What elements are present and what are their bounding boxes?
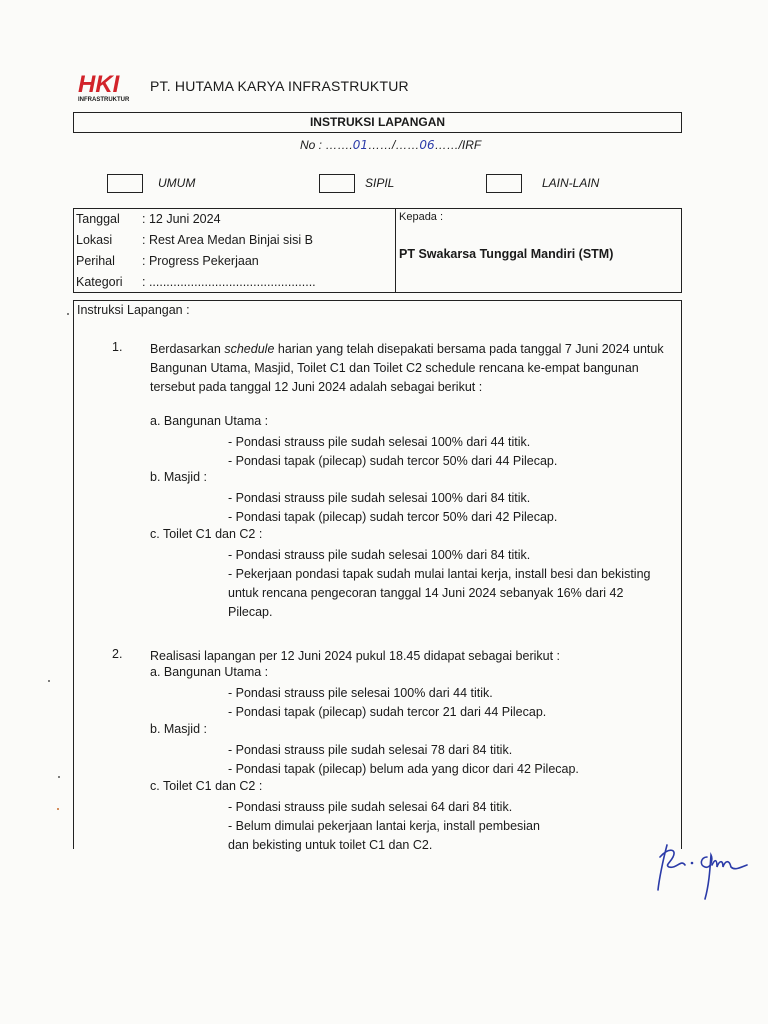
item-1-a1: - Pondasi strauss pile sudah selesai 100% dari 44 titik. [228, 435, 531, 449]
tanggal-value: : 12 Juni 2024 [142, 212, 221, 226]
form-title: INSTRUKSI LAPANGAN [309, 115, 446, 129]
kepada-value: PT Swakarsa Tunggal Mandiri (STM) [399, 247, 614, 261]
item-1-text-italic: schedule [224, 342, 275, 356]
scan-speck [58, 776, 60, 778]
item-1-c1: - Pondasi strauss pile sudah selesai 100% dari 84 titik. [228, 548, 531, 562]
item-1-b2: - Pondasi tapak (pilecap) sudah tercor 50% dari 42 Pilecap. [228, 510, 558, 524]
form-number: No : …….01……/……06……/IRF [300, 138, 482, 152]
checkbox-lain-lain[interactable] [486, 174, 522, 193]
number-sep: / [391, 138, 396, 152]
signature-initials [655, 835, 755, 905]
number-part1: 01 [352, 138, 368, 152]
checkbox-sipil-label: SIPIL [365, 176, 395, 190]
checkbox-sipil[interactable] [319, 174, 355, 193]
tanggal-label: Tanggal [76, 212, 120, 226]
kepada-label: Kepada : [399, 211, 444, 223]
item-2-c3: dan bekisting untuk toilet C1 dan C2. [228, 838, 433, 852]
number-part2: 06 [419, 138, 435, 152]
item-2-b2: - Pondasi tapak (pilecap) belum ada yang dicor dari 42 Pilecap. [228, 762, 579, 776]
kategori-value: : ................................................ [142, 275, 316, 289]
info-divider [395, 208, 396, 293]
number-prefix: No : [300, 138, 326, 152]
checkbox-lain-lain-label: LAIN-LAIN [542, 176, 600, 190]
number-suffix: /IRF [458, 138, 482, 152]
perihal-value: : Progress Pekerjaan [142, 254, 259, 268]
item-1-a-label: a. Bangunan Utama : [150, 414, 269, 428]
company-name: PT. HUTAMA KARYA INFRASTRUKTUR [150, 78, 409, 94]
title-box [73, 112, 682, 133]
scan-speck [67, 313, 69, 315]
instruction-title: Instruksi Lapangan : [77, 303, 190, 317]
item-2-b-label: b. Masjid : [150, 722, 207, 736]
info-lokasi [76, 233, 313, 247]
item-2-c2: - Belum dimulai pekerjaan lantai kerja, install pembesian [228, 819, 540, 833]
item-1-c-label: c. Toilet C1 dan C2 : [150, 527, 263, 541]
item-1-b-label: b. Masjid : [150, 470, 207, 484]
checkbox-umum[interactable] [107, 174, 143, 193]
info-kategori [76, 275, 316, 289]
item-1-text [150, 340, 675, 397]
item-1-c2: - Pekerjaan pondasi tapak sudah mulai lantai kerja, install besi dan bekisting untuk rencana pengecoran tanggal 14 Juni 2024 sebanyak 16% dari 42 Pilecap. [228, 567, 651, 619]
item-1-number: 1. [112, 340, 123, 354]
item-2-b1: - Pondasi strauss pile sudah selesai 78 dari 84 titik. [228, 743, 513, 757]
info-perihal [76, 254, 259, 268]
perihal-label: Perihal [76, 254, 115, 268]
item-1-a2: - Pondasi tapak (pilecap) sudah tercor 50% dari 44 Pilecap. [228, 454, 558, 468]
item-2-text: Realisasi lapangan per 12 Juni 2024 pukul 18.45 didapat sebagai berikut : [150, 649, 561, 663]
item-2-c1: - Pondasi strauss pile sudah selesai 64 dari 84 titik. [228, 800, 513, 814]
checkbox-umum-label: UMUM [158, 176, 196, 190]
item-2-a-label: a. Bangunan Utama : [150, 665, 269, 679]
lokasi-label: Lokasi [76, 233, 113, 247]
item-2-a1: - Pondasi strauss pile selesai 100% dari 44 titik. [228, 686, 493, 700]
item-2-number: 2. [112, 647, 123, 661]
logo-subtext: INFRASTRUKTUR [78, 97, 130, 103]
scan-speck [57, 808, 59, 810]
company-logo [78, 70, 146, 104]
item-2-a2: - Pondasi tapak (pilecap) sudah tercor 21 dari 44 Pilecap. [228, 705, 547, 719]
item-2-c-label: c. Toilet C1 dan C2 : [150, 779, 263, 793]
item-1-text-a: Berdasarkan [150, 342, 225, 356]
logo-text: HKI [78, 71, 120, 98]
kategori-label: Kategori [76, 275, 123, 289]
lokasi-value: : Rest Area Medan Binjai sisi B [142, 233, 313, 247]
scan-speck [48, 680, 50, 682]
info-tanggal [76, 212, 221, 226]
item-1-text-b: harian yang telah disepakati bersama pada tanggal 7 Juni 2024 untuk Bangunan Utama, Masjid, Toilet C1 dan Toilet C2 schedule rencana ke-empat bangunan tersebut pada tanggal 12 Juni 2024 adalah sebagai berikut : [150, 342, 664, 394]
item-1-b1: - Pondasi strauss pile sudah selesai 100% dari 84 titik. [228, 491, 531, 505]
